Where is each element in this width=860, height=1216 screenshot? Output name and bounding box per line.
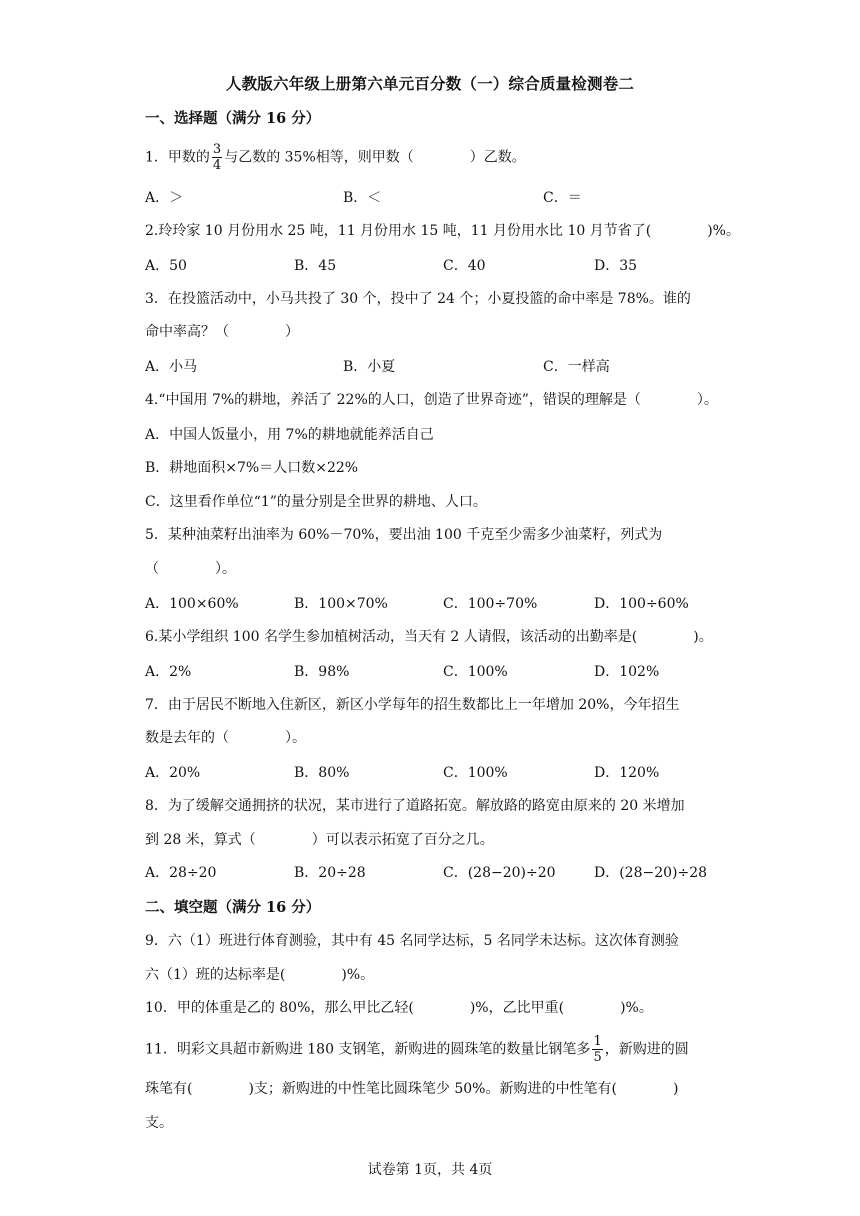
question-5-line-1: 5．某种油菜籽出油率为 60%－70%，要出油 100 千克至少需多少油菜籽，列式为: [145, 527, 663, 543]
question-4-option-a: A．中国人饭量小，用 7%的耕地就能养活自己: [145, 427, 434, 443]
question-4: 4.“中国用 7%的耕地，养活了 22%的人口，创造了世界奇迹”，错误的理解是（ ）。: [145, 392, 718, 408]
option-b: B．98%: [294, 664, 350, 680]
option-a: A．2%: [145, 664, 192, 680]
option-b: B．＜: [343, 190, 382, 206]
option-d: D．100÷60%: [594, 596, 689, 612]
option-c: C．40: [443, 258, 486, 274]
option-c: C．100%: [443, 765, 508, 781]
page-title: 人教版六年级上册第六单元百分数（一）综合质量检测卷二: [225, 74, 635, 93]
option-b: B．小夏: [343, 359, 396, 375]
question-4-option-c: C．这里看作单位“1”的量分别是全世界的耕地、人口。: [145, 494, 487, 510]
option-c: C．＝: [543, 190, 582, 206]
question-7-line-2: 数是去年的（ ）。: [145, 730, 306, 746]
option-d: D．120%: [594, 765, 660, 781]
question-3-line-2: 命中率高？（ ）: [145, 324, 299, 340]
question-11-post: ，新购进的圆: [604, 1041, 689, 1058]
option-a: A．50: [145, 258, 187, 274]
option-a: A．20%: [145, 765, 201, 781]
option-a: A．＞: [145, 190, 184, 206]
question-10: 10．甲的体重是乙的 80%，那么甲比乙轻( )%，乙比甲重( )%。: [145, 1000, 653, 1016]
option-a: A．28÷20: [145, 865, 217, 881]
question-1: [145, 142, 526, 173]
option-d: D．102%: [594, 664, 660, 680]
question-5-line-2: （ ）。: [145, 561, 236, 577]
question-11-line-2: 珠笔有( )支；新购进的中性笔比圆珠笔少 50%。新购进的中性笔有( ): [145, 1081, 679, 1097]
fraction-3-4: $\frac{3}{4}$: [212, 142, 222, 173]
option-b: B．20÷28: [294, 865, 366, 881]
question-11-line-1: [145, 1034, 689, 1065]
question-9-line-2: 六（1）班的达标率是( )%。: [145, 967, 375, 983]
question-2: 2.玲玲家 10 月份用水 25 吨，11 月份用水 15 吨，11 月份用水比 10 月节省了( )%。: [145, 223, 740, 239]
option-d: D．(28−20)÷28: [594, 865, 708, 881]
question-7-line-1: 7．由于居民不断地入住新区，新区小学每年的招生数都比上一年增加 20%，今年招生: [145, 697, 680, 713]
option-b: B．45: [294, 258, 337, 274]
section-heading-fill-in: 二、填空题（满分 16 分）: [145, 899, 321, 916]
question-11-line-3: 支。: [145, 1115, 173, 1131]
option-c: C．一样高: [543, 359, 610, 375]
question-1-pre: 1．甲数的: [145, 149, 210, 166]
question-9-line-1: 9．六（1）班进行体育测验，其中有 45 名同学达标，5 名同学未达标。这次体育测验: [145, 933, 679, 949]
question-8-line-2: 到 28 米，算式（ ）可以表示拓宽了百分之几。: [145, 832, 494, 848]
question-6: 6.某小学组织 100 名学生参加植树活动，当天有 2 人请假，该活动的出勤率是( )。: [145, 629, 713, 645]
option-c: C．100%: [443, 664, 508, 680]
question-3-line-1: 3．在投篮活动中，小马共投了 30 个，投中了 24 个；小夏投篮的命中率是 78%。谁的: [145, 291, 691, 307]
question-11-pre: 11．明彩文具超市新购进 180 支钢笔，新购进的圆珠笔的数量比钢笔多: [145, 1041, 591, 1058]
option-d: D．35: [594, 258, 638, 274]
option-c: C．100÷70%: [443, 596, 538, 612]
fraction-1-5: $\frac{1}{5}$: [593, 1034, 602, 1065]
option-a: A．100×60%: [145, 596, 239, 612]
question-4-option-b: B．耕地面积×7%＝人口数×22%: [145, 460, 359, 476]
option-a: A．小马: [145, 359, 198, 375]
option-b: B．100×70%: [294, 596, 388, 612]
question-8-line-1: 8．为了缓解交通拥挤的状况，某市进行了道路拓宽。解放路的路宽由原来的 20 米增加: [145, 798, 685, 814]
option-b: B．80%: [294, 765, 350, 781]
option-c: C．(28−20)÷20: [443, 865, 556, 881]
section-heading-choice: 一、选择题（满分 16 分）: [145, 110, 321, 127]
question-1-post: 与乙数的 35%相等，则甲数（ ）乙数。: [224, 149, 526, 166]
page-footer: 试卷第 1页，共 4页: [367, 1162, 493, 1178]
